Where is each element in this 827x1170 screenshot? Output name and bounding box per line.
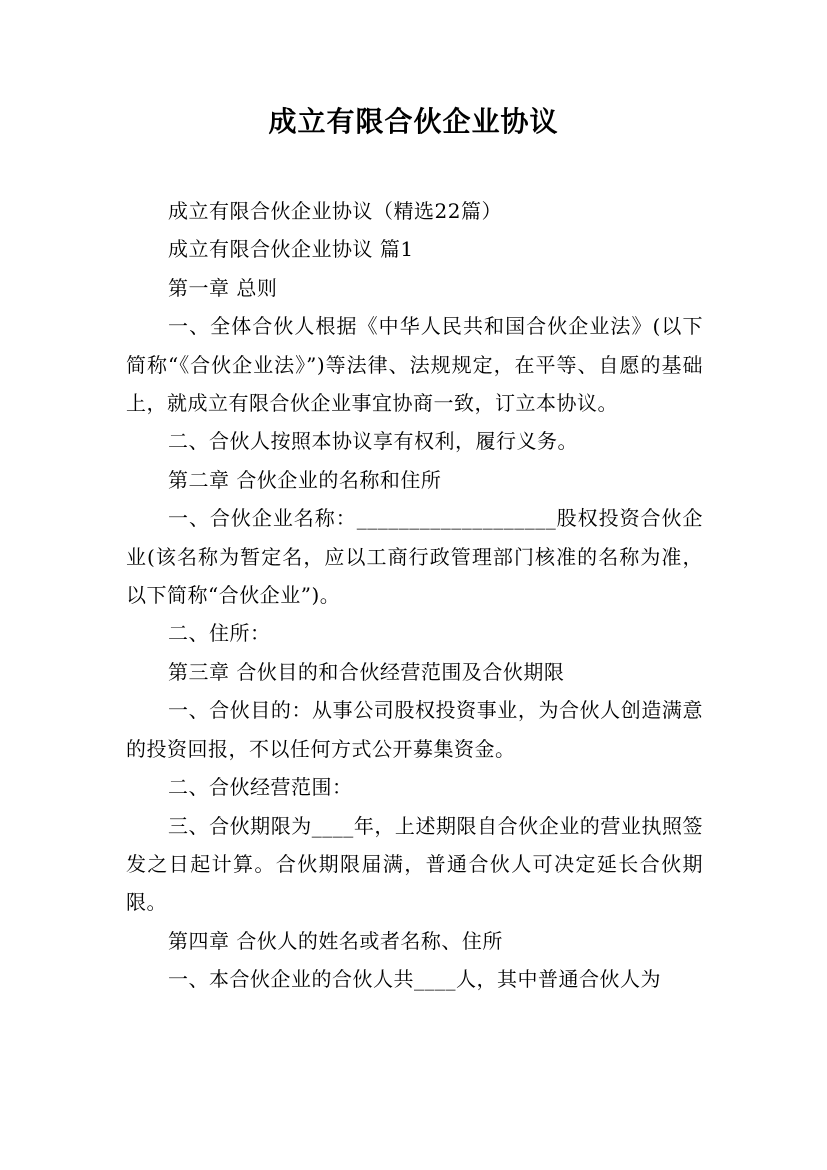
document-body (126, 192, 703, 999)
paragraph: 二、合伙经营范围： (168, 775, 353, 800)
chapter-heading-1: 第一章 总则 (168, 275, 278, 300)
paragraph: 一、本合伙企业的合伙人共____人，其中普通合伙人为 (168, 967, 661, 992)
paragraph: 二、合伙人按照本协议享有权利，履行义务。 (168, 429, 578, 454)
paragraph: 一、合伙目的：从事公司股权投资事业，为合伙人创造满意的投资回报，不以任何方式公开募集资金。 (126, 698, 703, 761)
paragraph: 二、住所： (168, 621, 271, 646)
document-title: 成立有限合伙企业协议 (268, 105, 559, 138)
paragraph: 一、合伙企业名称：___________________股权投资合伙企业(该名称为暂定名，应以工商行政管理部门核准的名称为准，以下简称“合伙企业”)。 (126, 506, 703, 608)
chapter-heading-2: 第二章 合伙企业的名称和住所 (168, 467, 442, 492)
paragraph-article-heading: 成立有限合伙企业协议 篇1 (168, 237, 414, 262)
chapter-heading-3: 第三章 合伙目的和合伙经营范围及合伙期限 (168, 659, 565, 684)
chapter-heading-4: 第四章 合伙人的姓名或者名称、住所 (168, 928, 503, 953)
paragraph: 一、全体合伙人根据《中华人民共和国合伙企业法》(以下简称“《合伙企业法》”)等法律、法规规定，在平等、自愿的基础上，就成立有限合伙企业事宜协商一致，订立本协议。 (126, 314, 703, 416)
paragraph-subtitle: 成立有限合伙企业协议（精选22篇） (168, 199, 502, 223)
paragraph: 三、合伙期限为____年，上述期限自合伙企业的营业执照签发之日起计算。合伙期限届满，普通合伙人可决定延长合伙期限。 (126, 813, 703, 915)
